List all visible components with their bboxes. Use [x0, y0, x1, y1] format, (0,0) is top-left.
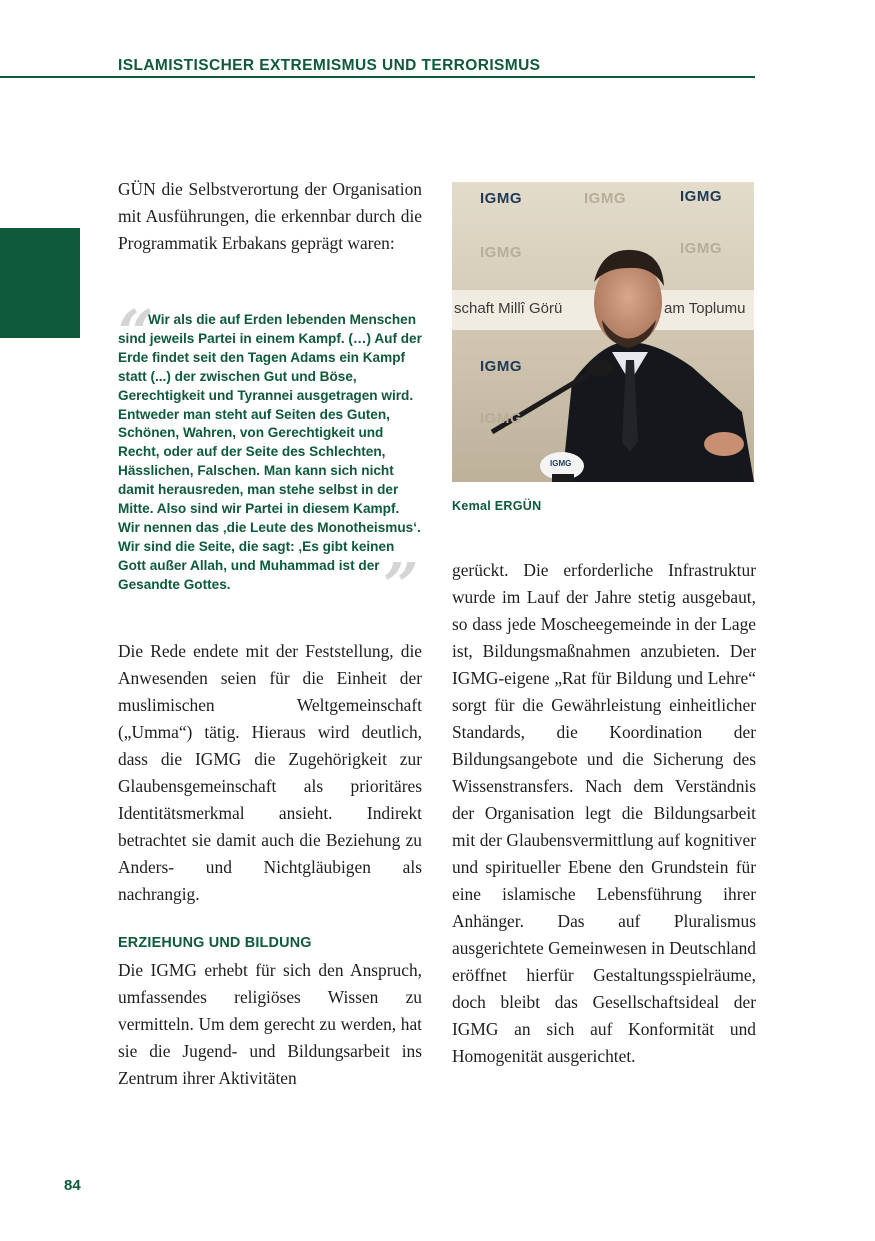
photo-scene — [452, 182, 754, 482]
pull-quote-text: Wir als die auf Erden lebenden Menschen sind jeweils Partei in einem Kampf. (…) Auf der Erde findet seit den Tagen Adams ein Kampf statt (...) der zwischen Gut und Böse, Gerechtigkeit und Tyrannei ausgetragen wird. Entweder man steht auf Seiten des Guten, Schönen, Wahren, von Gerechtigkeit und Recht, oder auf der Seite des Schlechten, Hässlichen, Falschen. Man kann sich nicht damit herausreden, man stehe selbst in der Mitte. Also sind wir Partei in diesem Kampf. Wir nennen das ‚die Leute des Monotheismus‘. Wir sind die Seite, die sagt: ‚Es gibt keinen Gott außer Allah, und Muhammad ist der Gesandte Gottes. — [118, 312, 422, 592]
igmg-logo-icon: IGMG — [680, 240, 722, 257]
pull-quote — [118, 311, 424, 595]
left-column-intro — [118, 176, 422, 257]
igmg-logo-icon: IGMG — [480, 190, 522, 207]
body-paragraph-1: Die Rede endete mit der Feststellung, die Anwesenden seien für die Einheit der muslimischen Weltgemeinschaft („Umma“) tätig. Hieraus wird deutlich, dass die IGMG die Zugehörigkeit zur Glaubensgemeinschaft als prioritäres Identitätsmerkmal ansieht. Indirekt betrachtet sie damit auch die Beziehung zu Anders- und Nichtgläubigen als nachrangig. — [118, 641, 422, 904]
igmg-logo-icon: IGMG — [480, 244, 522, 261]
speaker-photo — [452, 182, 754, 482]
close-quote-mark-icon: ” — [383, 549, 419, 622]
chapter-side-tab — [0, 228, 80, 338]
section-heading: ERZIEHUNG UND BILDUNG — [118, 935, 312, 951]
open-quote-mark-icon: “ — [118, 296, 154, 369]
igmg-logo-icon: IGMG — [480, 410, 522, 427]
banner-text-right: am Toplumu — [664, 300, 746, 317]
igmg-logo-icon: IGMG — [584, 190, 626, 207]
right-column-body — [452, 557, 756, 1070]
running-header: ISLAMISTISCHER EXTREMISMUS UND TERRORISMUS — [118, 57, 541, 74]
header-rule — [0, 76, 755, 78]
intro-paragraph: GÜN die Selbstverortung der Organisation mit Ausführungen, die erkennbar durch die Programmatik Erbakans geprägt waren: — [118, 179, 422, 253]
photo-caption: Kemal ERGÜN — [452, 499, 542, 513]
left-column-body — [118, 638, 422, 1092]
page-number: 84 — [64, 1177, 81, 1194]
igmg-logo-icon: IGMG — [480, 358, 522, 375]
right-paragraph: gerückt. Die erforderliche Infrastruktur wurde im Lauf der Jahre stetig ausgebaut, so dass jede Moscheegemeinde in der Lage ist, Bildungsmaßnahmen anzubieten. Der IGMG-eigene „Rat für Bildung und Lehre“ sorgt für die Gewährleistung einheitlicher Standards, die Koordination der Bildungsangebote und die Sicherung des Wissenstransfers. Nach dem Verständnis der Organisation legt die Bildungsarbeit mit der Glaubensvermittlung auf kognitiver und spiritueller Ebene den Grundstein für eine islamische Lebensführung ihrer Anhänger. Das auf Pluralismus ausgerichtete Gemeinwesen in Deutschland eröffnet hierfür Gestaltungsspielräume, doch bleibt das Gesellschaftsideal der IGMG an sich auf Konformität und Homogenität ausgerichtet. — [452, 560, 756, 1066]
mic-logo-label: IGMG — [550, 459, 572, 468]
banner-text-left: schaft Millî Görü — [454, 300, 563, 317]
body-paragraph-2: Die IGMG erhebt für sich den Anspruch, umfassendes religiöses Wissen zu vermitteln. Um dem gerecht zu werden, hat sie die Jugend- und Bildungsarbeit ins Zentrum ihrer Aktivitäten — [118, 960, 422, 1088]
igmg-logo-icon: IGMG — [680, 188, 722, 205]
